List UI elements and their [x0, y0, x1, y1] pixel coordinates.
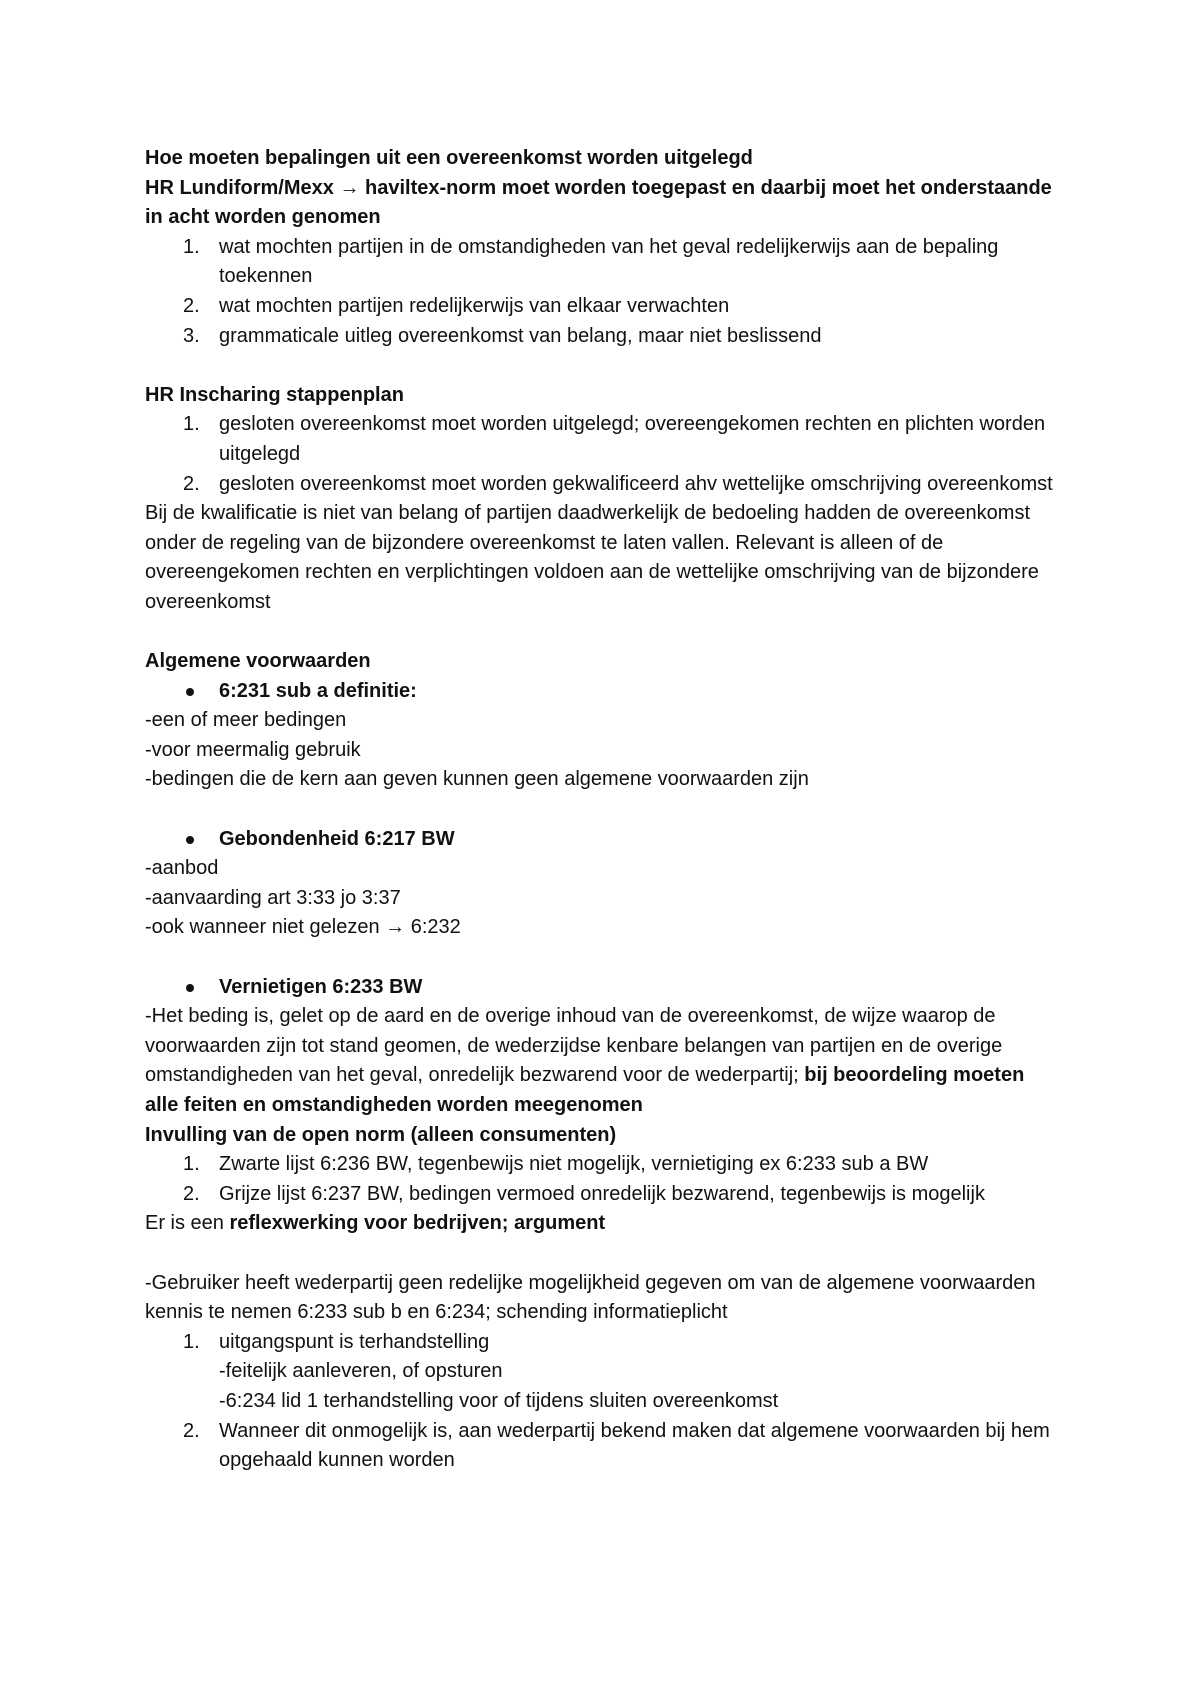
text-line: -voor meermalig gebruik — [145, 738, 361, 761]
list-item: 3. grammaticale uitleg overeenkomst van belang, maar niet beslissend — [183, 324, 822, 347]
list-item: 1. uitgangspunt is terhandstelling -feitelijk aanleveren, of opsturen -6:234 lid 1 terhandstelling voor of tijdens sluiten overeenkomst — [145, 1328, 1060, 1417]
text-line: -een of meer bedingen — [145, 709, 347, 732]
list-item: 2. gesloten overeenkomst moet worden gekwalificeerd ahv wettelijke omschrijving overeenkomst — [183, 472, 1053, 495]
section-subtitle-lundiform: HR Lundiform/Mexx → haviltex-norm moet worden toegepast en daarbij moet het onderstaande in acht worden genomen — [145, 176, 1052, 229]
list-item: 2. wat mochten partijen redelijkerwijs van elkaar verwachten — [183, 294, 730, 317]
section-title-general-terms: Algemene voorwaarden — [145, 650, 371, 673]
list-item: 1. wat mochten partijen in de omstandigheden van het geval redelijkerwijs aan de bepaling toekennen — [183, 235, 999, 288]
inscharing-list — [145, 410, 1060, 499]
lists-list — [145, 1150, 1060, 1209]
information-duty-paragraph: -Gebruiker heeft wederpartij geen redelijke mogelijkheid gegeven om van de algemene voorwaarden kennis te nemen 6:233 sub b en 6:234; schending informatieplicht — [145, 1271, 1036, 1324]
section-title-interpretation: Hoe moeten bepalingen uit een overeenkomst worden uitgelegd — [145, 147, 753, 169]
annul-paragraph: -Het beding is, gelet op de aard en de overige inhoud van de overeenkomst, de wijze waarop de voorwaarden zijn tot stand geomen, de wederzijdse kenbare belangen van partijen en de overige omstandigheden van het geval, onredelijk bezwarend voor de wederpartij; bij beoordeling moeten alle feiten en omstandigheden worden meegenomen — [145, 1005, 1025, 1116]
list-item: 1. Zwarte lijst 6:236 BW, tegenbewijs niet mogelijk, vernietiging ex 6:233 sub a BW — [183, 1153, 929, 1176]
qualification-paragraph: Bij de kwalificatie is niet van belang of partijen daadwerkelijk de bedoeling hadden de overeenkomst onder de regeling van de bijzondere overeenkomst te laten vallen. Relevant is alleen of de overeengekomen rechten en verplichtingen voldoen aan de wettelijke omschrijving van de bijzondere overeenkomst — [145, 502, 1039, 613]
bullet-icon — [186, 688, 194, 696]
open-norm-heading: Invulling van de open norm (alleen consumenten) — [145, 1123, 617, 1146]
interpretation-list — [145, 233, 1060, 351]
text-line: -ook wanneer niet gelezen → 6:232 — [145, 916, 461, 939]
sub-line: -feitelijk aanleveren, of opsturen — [219, 1360, 503, 1383]
text-line: -bedingen die de kern aan geven kunnen geen algemene voorwaarden zijn — [145, 768, 809, 791]
reflex-line: Er is een reflexwerking voor bedrijven; argument — [145, 1212, 606, 1235]
text-line: -aanvaarding art 3:33 jo 3:37 — [145, 886, 401, 909]
section-title-inscharing: HR Inscharing stappenplan — [145, 383, 404, 406]
bullet-definition: 6:231 sub a definitie: — [145, 677, 1060, 707]
information-list — [145, 1328, 1060, 1476]
bullet-binding: Gebondenheid 6:217 BW — [145, 825, 1060, 855]
list-item: 2. Grijze lijst 6:237 BW, bedingen vermoed onredelijk bezwarend, tegenbewijs is mogelijk — [183, 1182, 985, 1205]
bullet-icon — [186, 836, 194, 844]
list-item: 1. gesloten overeenkomst moet worden uitgelegd; overeengekomen rechten en plichten worden uitgelegd — [183, 413, 1046, 465]
list-item: 2. Wanneer dit onmogelijk is, aan wederpartij bekend maken dat algemene voorwaarden bij hem opgehaald kunnen worden — [183, 1419, 1050, 1472]
bullet-icon — [186, 984, 194, 992]
sub-line: -6:234 lid 1 terhandstelling voor of tijdens sluiten overeenkomst — [219, 1389, 779, 1412]
text-line: -aanbod — [145, 857, 219, 880]
bullet-annul: Vernietigen 6:233 BW — [145, 973, 1060, 1003]
